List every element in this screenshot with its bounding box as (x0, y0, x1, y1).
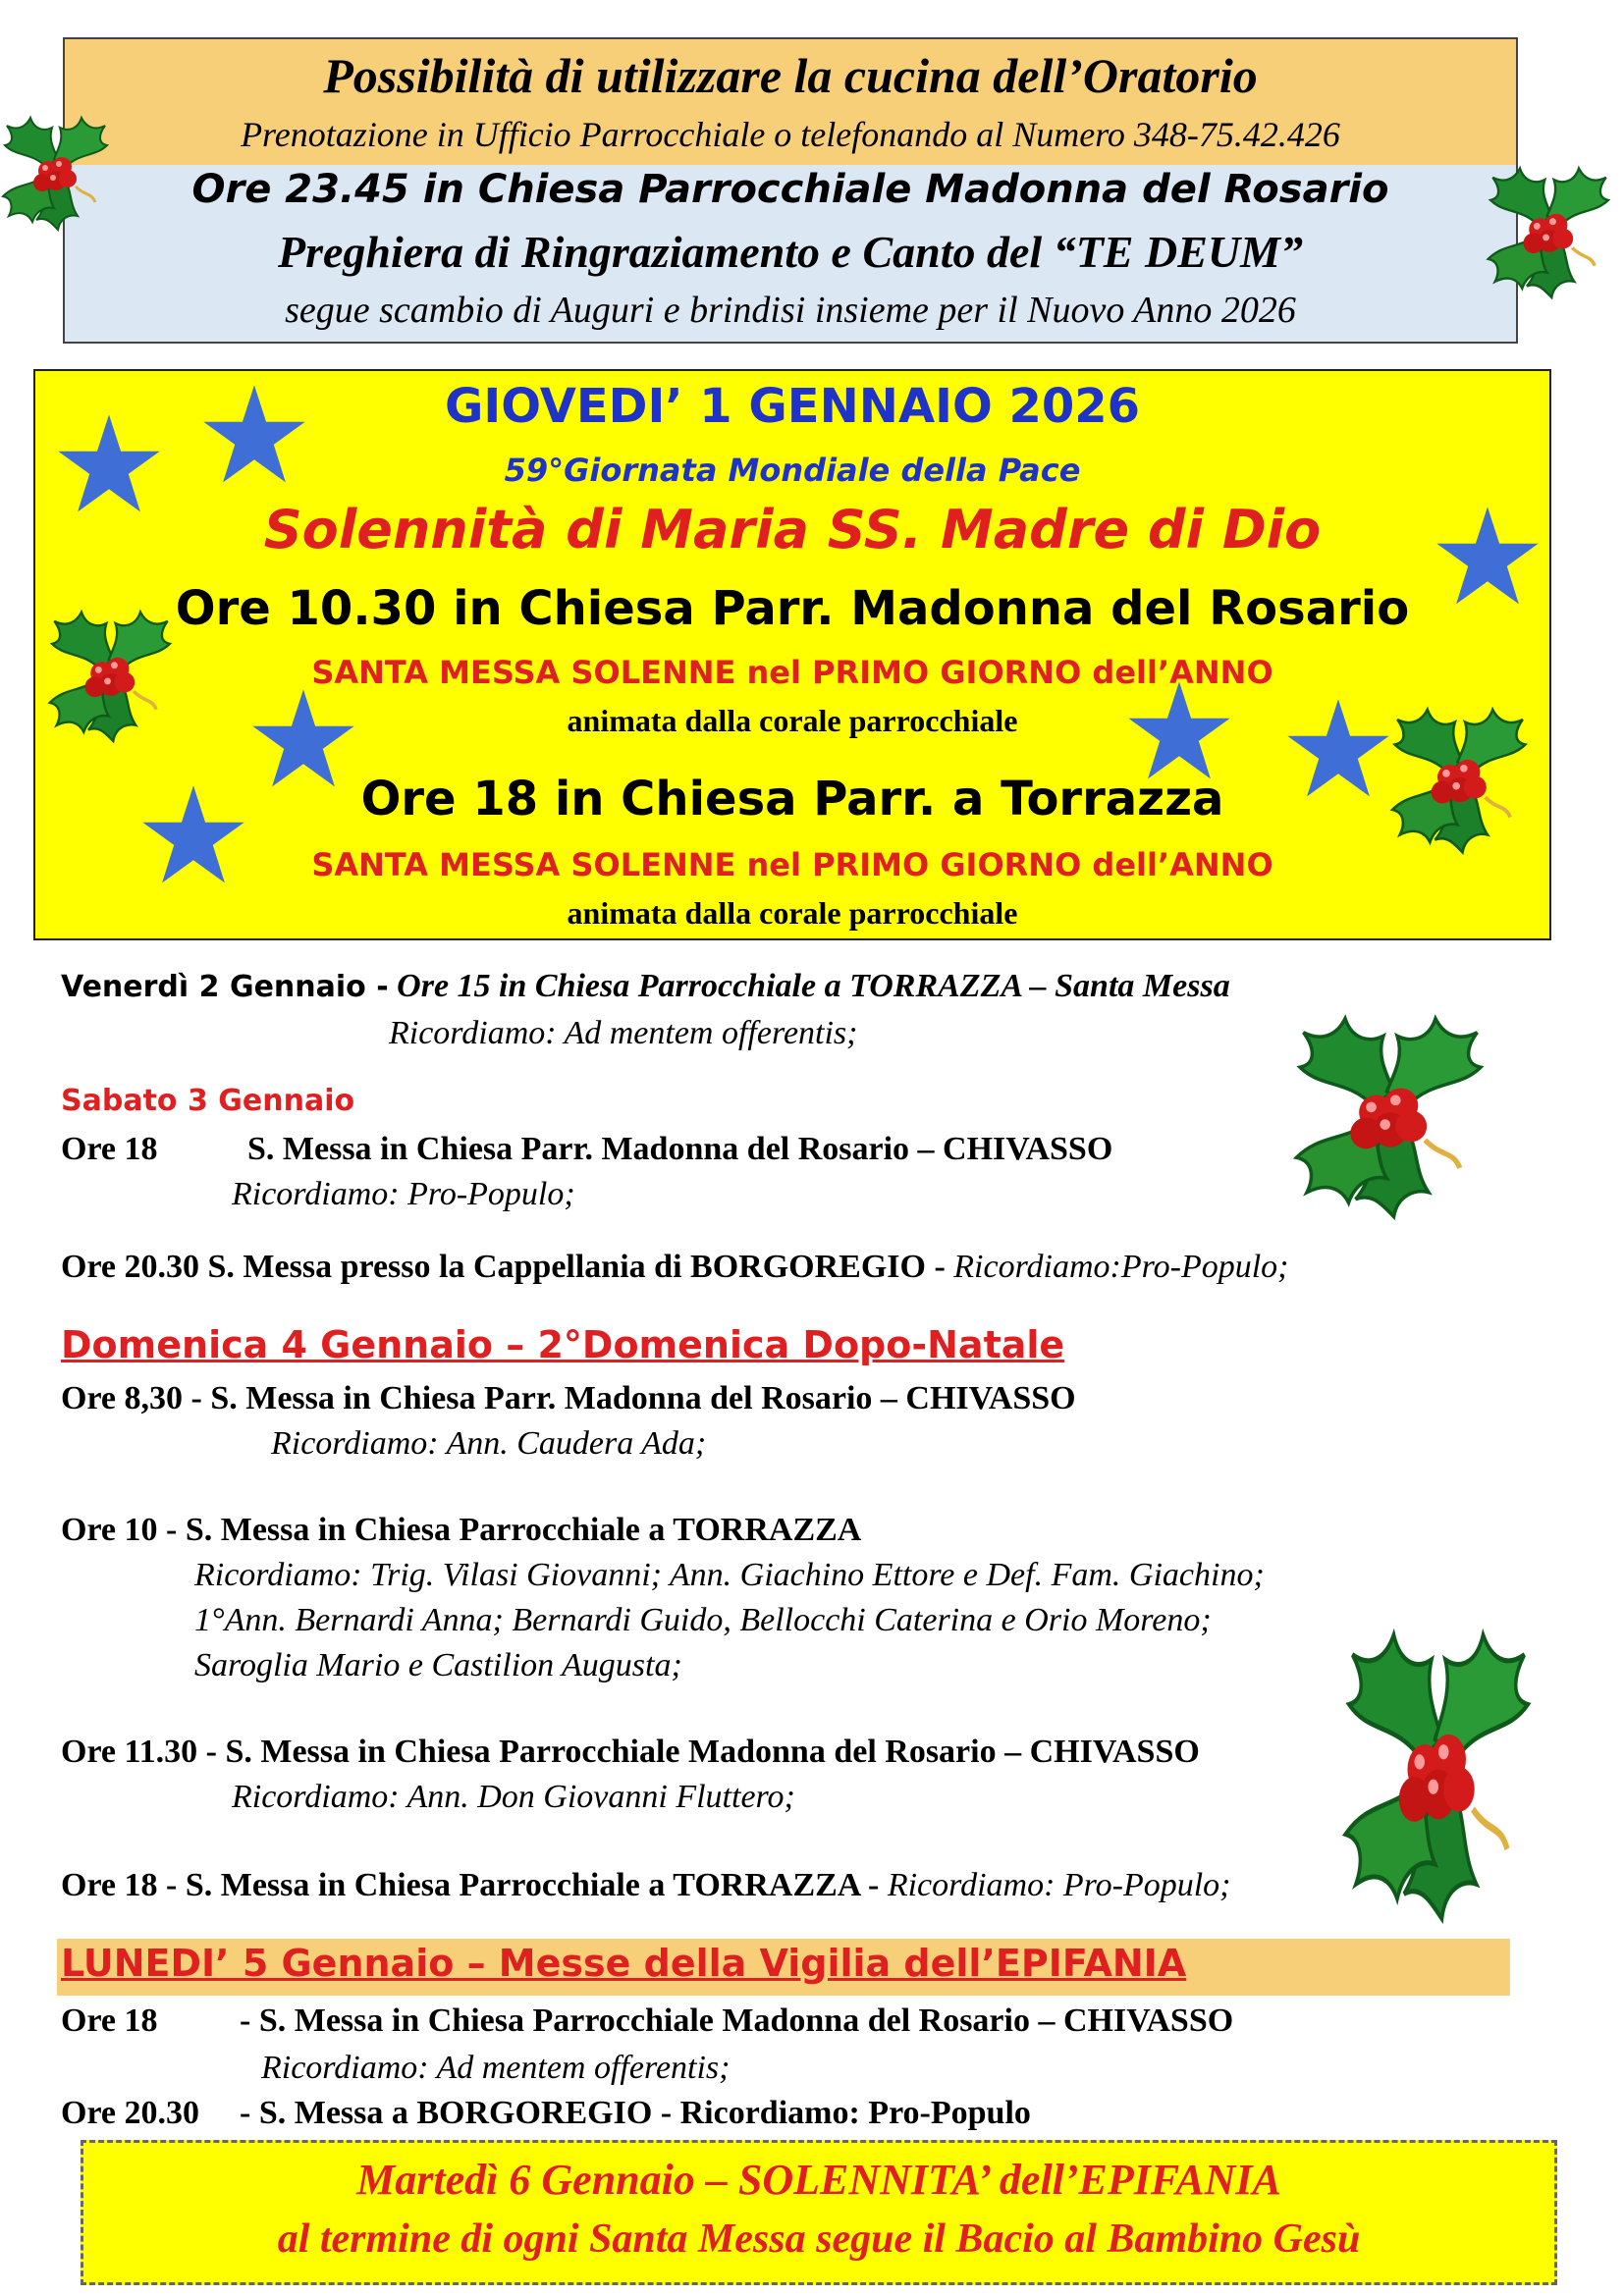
solennita-title: Solennità di Maria SS. Madre di Dio (263, 499, 1322, 561)
te-deum-title: Preghiera di Ringraziamento e Canto del “TE DEUM” (277, 227, 1304, 277)
domenica-day: Domenica 4 Gennaio – 2°Domenica Dopo-Natale (61, 1323, 1065, 1366)
oratorio-info-box (63, 37, 1518, 344)
lunedi-mass-2: - S. Messa a BORGOREGIO - Ricordiamo: Pro-Populo (240, 2095, 1031, 2131)
venerdi-line (61, 968, 1230, 1005)
sabato-mass-1: S. Messa in Chiesa Parr. Madonna del Rosario – CHIVASSO (247, 1131, 1113, 1167)
epifania-note: al termine di ogni Santa Messa segue il Bacio al Bambino Gesù (277, 2216, 1361, 2262)
holly-icon (1481, 157, 1618, 304)
domenica-intention-2b: 1°Ann. Bernardi Anna; Bernardi Guido, Bellocchi Caterina e Orio Moreno; (194, 1602, 1212, 1638)
lunedi-mass-1: - S. Messa in Chiesa Parrocchiale Madonna del Rosario – CHIVASSO (240, 2002, 1234, 2039)
domenica-mass-1: Ore 8,30 - S. Messa in Chiesa Parr. Madonna del Rosario – CHIVASSO (61, 1380, 1076, 1416)
new-year-date: GIOVEDI’ 1 GENNAIO 2026 (444, 379, 1141, 434)
domenica-mass-4: Ore 18 - S. Messa in Chiesa Parrocchiale a TORRAZZA - (61, 1867, 880, 1903)
domenica-line-4 (61, 1867, 1231, 1904)
venerdi-intention: Ricordiamo: Ad mentem offerentis; (389, 1015, 858, 1051)
lunedi-time-2: Ore 20.30 (61, 2095, 200, 2131)
domenica-intention-2a: Ricordiamo: Trig. Vilasi Giovanni; Ann. Giachino Ettore e Def. Fam. Giachino; (194, 1557, 1265, 1593)
lunedi-intention-1: Ricordiamo: Ad mentem offerentis; (261, 2050, 731, 2086)
oratorio-subtitle: Prenotazione in Ufficio Parrocchiale o telefonando al Numero 348-75.42.426 (241, 115, 1340, 154)
holly-icon (1335, 1610, 1542, 1934)
mass1-title: SANTA MESSA SOLENNE nel PRIMO GIORNO dell’ANNO (311, 654, 1273, 691)
sabato-day: Sabato 3 Gennaio (61, 1084, 355, 1118)
lunedi-day: LUNEDI’ 5 Gennaio – Messe della Vigilia dell’EPIFANIA (61, 1942, 1187, 1985)
new-year-box (33, 369, 1551, 940)
holly-icon (0, 108, 120, 236)
epifania-box (81, 2140, 1557, 2285)
domenica-mass-3: Ore 11.30 - S. Messa in Chiesa Parrocchiale Madonna del Rosario – CHIVASSO (61, 1734, 1200, 1770)
epifania-title: Martedì 6 Gennaio – SOLENNITA’ dell’EPIFANIA (356, 2156, 1281, 2204)
sabato-line-2 (61, 1249, 1288, 1286)
lunedi-time-1: Ore 18 (61, 2002, 158, 2039)
venerdi-text: Ore 15 in Chiesa Parrocchiale a TORRAZZA – Santa Messa (388, 968, 1230, 1004)
domenica-intention-1: Ricordiamo: Ann. Caudera Ada; (271, 1425, 707, 1462)
sabato-time-1: Ore 18 (61, 1131, 158, 1167)
domenica-intention-2c: Saroglia Mario e Castilion Augusta; (194, 1647, 682, 1683)
mass2-time: Ore 18 in Chiesa Parr. a Torrazza (360, 772, 1224, 827)
mass1-time: Ore 10.30 in Chiesa Parr. Madonna del Rosario (175, 581, 1410, 636)
mass1-note: animata dalla corale parrocchiale (567, 703, 1018, 738)
sabato-intention-1: Ricordiamo: Pro-Populo; (232, 1176, 575, 1212)
peace-day: 59°Giornata Mondiale della Pace (504, 452, 1081, 489)
sabato-intention-2: Ricordiamo:Pro-Populo; (945, 1249, 1289, 1285)
domenica-intention-4: Ricordiamo: Pro-Populo; (879, 1867, 1231, 1903)
venerdi-day: Venerdì 2 Gennaio - (61, 970, 389, 1004)
oratorio-title: Possibilità di utilizzare la cucina dell’Oratorio (323, 48, 1258, 103)
sabato-mass-2: Ore 20.30 S. Messa presso la Cappellania di BORGOREGIO - (61, 1249, 946, 1285)
holly-icon (1282, 1001, 1498, 1227)
te-deum-time: Ore 23.45 in Chiesa Parrocchiale Madonna del Rosario (191, 167, 1389, 212)
domenica-intention-3: Ricordiamo: Ann. Don Giovanni Fluttero; (232, 1779, 795, 1815)
domenica-mass-2: Ore 10 - S. Messa in Chiesa Parrocchiale a TORRAZZA (61, 1512, 862, 1548)
mass2-title: SANTA MESSA SOLENNE nel PRIMO GIORNO dell’ANNO (311, 846, 1273, 883)
te-deum-note: segue scambio di Auguri e brindisi insieme per il Nuovo Anno 2026 (285, 290, 1296, 331)
mass2-note: animata dalla corale parrocchiale (567, 895, 1018, 931)
